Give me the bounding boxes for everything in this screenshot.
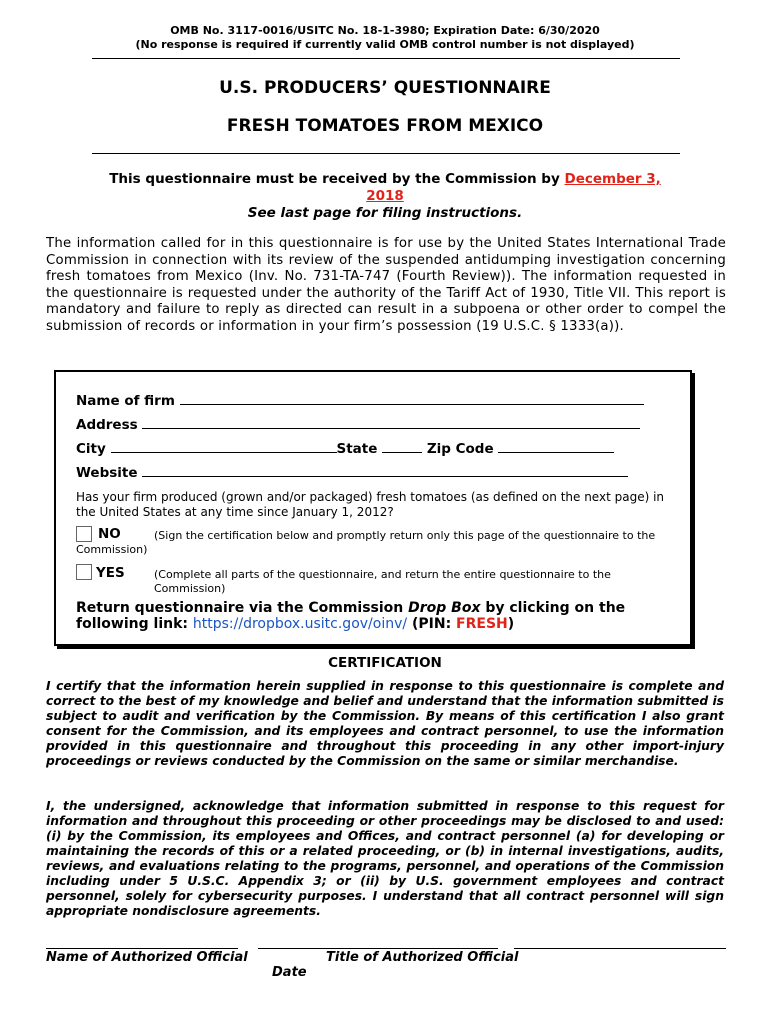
return-link-intro: following link: [76, 616, 183, 632]
title-of-official-label: Title of Authorized Official: [326, 950, 519, 965]
omb-notice: (No response is required if currently valid OMB control number is not displayed): [135, 38, 635, 51]
questionnaire-subject: FRESH TOMATOES FROM MEXICO: [226, 116, 544, 136]
certification-paragraph-1: I certify that the information herein supplied in response to this questionnaire is complete and correct to the best of my knowledge and belief and understand that the information submitted is subject to audit and verification by the Commission. By means of this certification I also grant consent for the Commission, and its employees and contract personnel, to use the information provided in this questionnaire and throughout this proceeding in any other import-injury proceedings or reviews conducted by the Commission on the same or similar merchandise.: [46, 679, 724, 768]
dropbox-link[interactable]: https://dropbox.usitc.gov/oinv/: [192, 616, 408, 632]
state-field[interactable]: [382, 440, 422, 453]
date-label: Date: [272, 965, 307, 980]
omb-line: OMB No. 3117-0016/USITC No. 18-1-3980; Expiration Date: 6/30/2020: [170, 24, 600, 37]
zip-label: Zip Code: [426, 441, 494, 457]
yes-note: (Complete all parts of the questionnaire, and return the entire questionnaire to the: [154, 568, 611, 581]
no-note: (Sign the certification below and promptly return only this page of the questionnaire to the: [154, 529, 656, 542]
firm-name-field[interactable]: [180, 392, 644, 405]
name-of-official-label: Name of Authorized Official: [46, 950, 248, 965]
name-signature-line[interactable]: [46, 948, 238, 949]
return-text-cont: by clicking on the: [480, 600, 626, 616]
date-signature-line[interactable]: [514, 948, 726, 949]
yes-note-cont: Commission): [154, 582, 226, 595]
dropbox-text: Drop Box: [408, 600, 481, 616]
pin-prefix: (PIN:: [407, 616, 457, 632]
yes-checkbox[interactable]: [76, 564, 92, 580]
no-label: NO: [98, 526, 121, 542]
due-date-part2: 2018: [366, 188, 404, 204]
filing-instructions-note: See last page for filing instructions.: [247, 205, 523, 221]
return-text: Return questionnaire via the Commission: [76, 600, 409, 616]
questionnaire-title: U.S. PRODUCERS’ QUESTIONNAIRE: [219, 78, 551, 98]
website-field[interactable]: [142, 464, 628, 477]
firm-name-row: [76, 392, 644, 409]
header-divider: [92, 58, 680, 59]
title-divider: [92, 153, 680, 154]
due-date-part1: December 3,: [564, 171, 661, 187]
pin-value: FRESH: [456, 616, 508, 632]
city-label: City: [76, 441, 106, 457]
address-label: Address: [76, 417, 138, 433]
website-row: [76, 464, 628, 481]
certification-paragraph-2: I, the undersigned, acknowledge that information submitted in response to this request for information and throughout this proceeding or other proceedings may be disclosed to and used: (i) by the Commission, its employees and Offices, and contract personnel (a) for developing or maintaining the records of this or a related proceeding, or (b) in internal investigations, audits, reviews, and evaluations relating to the programs, personnel, and operations of the Commission including under 5 U.S.C. Appendix 3; or (ii) by U.S. government employees and contract personnel, solely for cybersecurity purposes. I understand that all contract personnel will sign appropriate nondisclosure agreements.: [46, 799, 724, 918]
address-row: [76, 416, 640, 433]
intro-paragraph: The information called for in this questionnaire is for use by the United States International Trade Commission in connection with its review of the suspended antidumping investigation concerning fresh tomatoes from Mexico (Inv. No. 731-TA-747 (Fourth Review)). The information requested in the questionnaire is requested under the authority of the Tariff Act of 1930, Title VII. This report is mandatory and failure to reply as directed can result in a subpoena or other order to compel the submission of records or information in your firm’s possession (19 U.S.C. § 1333(a)).: [46, 236, 726, 334]
firm-info-box: [54, 370, 692, 646]
yes-label: YES: [96, 565, 125, 581]
production-question: Has your firm produced (grown and/or packaged) fresh tomatoes (as defined on the next page) in the United States at any time since January 1, 2012?: [76, 490, 665, 519]
return-colon: :: [182, 616, 193, 632]
state-label: State: [336, 441, 378, 457]
due-date-line: [0, 171, 770, 187]
pin-suffix: ): [507, 616, 515, 632]
certification-heading: CERTIFICATION: [328, 655, 442, 671]
return-instructions: [76, 600, 676, 632]
no-checkbox[interactable]: [76, 526, 92, 542]
city-field[interactable]: [111, 440, 337, 453]
zip-field[interactable]: [498, 440, 614, 453]
due-prefix: This questionnaire must be received by the Commission by: [109, 171, 565, 187]
due-date-line-2: [0, 188, 770, 204]
website-label: Website: [76, 465, 138, 481]
title-signature-line[interactable]: [258, 948, 498, 949]
address-field[interactable]: [142, 416, 640, 429]
no-note-cont: Commission): [76, 543, 148, 556]
firm-name-label: Name of firm: [76, 393, 175, 409]
city-state-zip-row: [76, 440, 614, 457]
